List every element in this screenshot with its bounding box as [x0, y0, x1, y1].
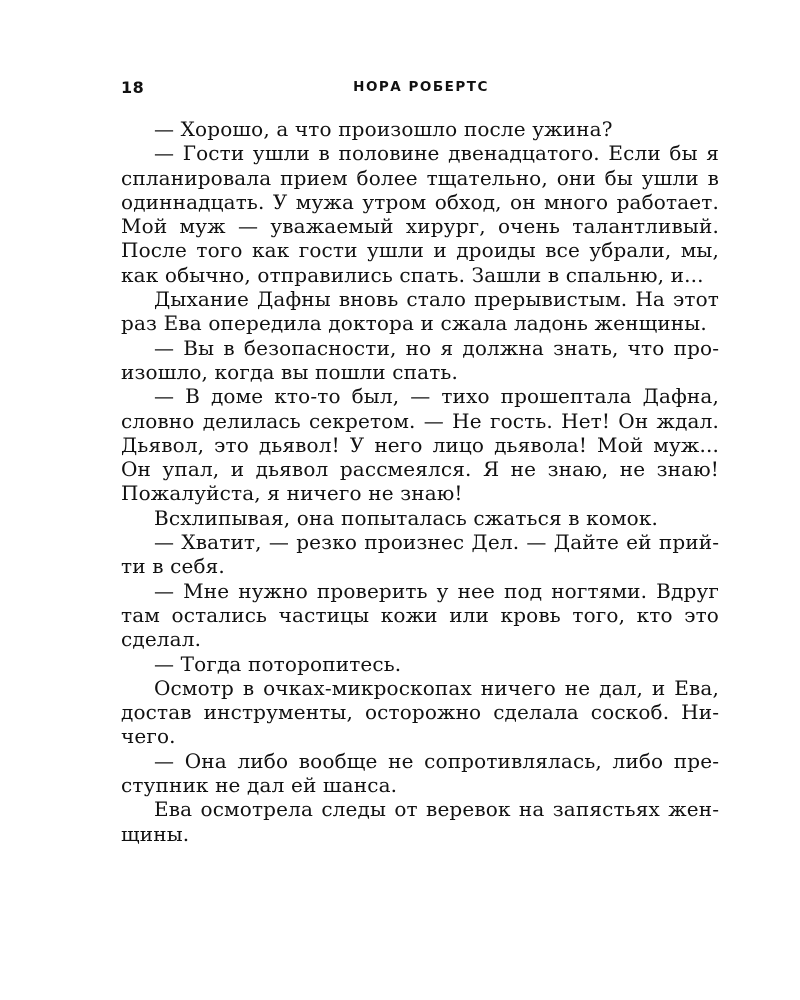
paragraph: Всхлипывая, она попыталась сжаться в комок. [154, 505, 659, 530]
paragraph: — Гости ушли в половине двенадцатого. Если бы я спланировала прием более тщательно, они бы ушли в одиннадцать. У мужа утром обход, он много работает. Мой муж — уважаемый хирург, очень талантливый. После того как гости ушли и дроиды все убрали, мы, как обычно, отправились спать. Зашли в спальню, и... [121, 141, 719, 287]
body-text [121, 117, 719, 846]
paragraph: — Тогда поторопитесь. [154, 651, 402, 676]
page-number: 18 [121, 78, 145, 97]
paragraph: Осмотр в очках-микроскопах ничего не дал, и Ева, достав инструменты, осторожно сделала соскоб. Ничего. [121, 675, 719, 749]
running-title: НОРА РОБЕРТС [353, 79, 489, 95]
paragraph: — Хватит, — резко произнес Дел. — Дайте ей прийти в себя. [121, 530, 719, 579]
paragraph: Дыхание Дафны вновь стало прерывистым. На этот раз Ева опередила доктора и сжала ладонь женщины. [121, 287, 719, 336]
paragraph: — Вы в безопасности, но я должна знать, что произошло, когда вы пошли спать. [121, 335, 719, 384]
page-header [121, 78, 721, 102]
paragraph: — Она либо вообще не сопротивлялась, либо преступник не дал ей шанса. [121, 748, 719, 798]
paragraph: Ева осмотрела следы от веревок на запястьях женщины. [121, 797, 719, 846]
paragraph: — Хорошо, а что произошло после ужина? [154, 117, 613, 141]
paragraph: — Мне нужно проверить у нее под ногтями. Вдруг там остались частицы кожи или кровь того, кто это сделал. [121, 578, 719, 652]
paragraph: — В доме кто-то был, — тихо прошептала Дафна, словно делилась секретом. — Не гость. Нет! Он ждал. Дьявол, это дьявол! У него лицо дьявола! Мой муж... Он упал, и дьявол рассмеялся. Я не знаю, не знаю! Пожалуйста, я ничего не знаю! [121, 384, 719, 506]
